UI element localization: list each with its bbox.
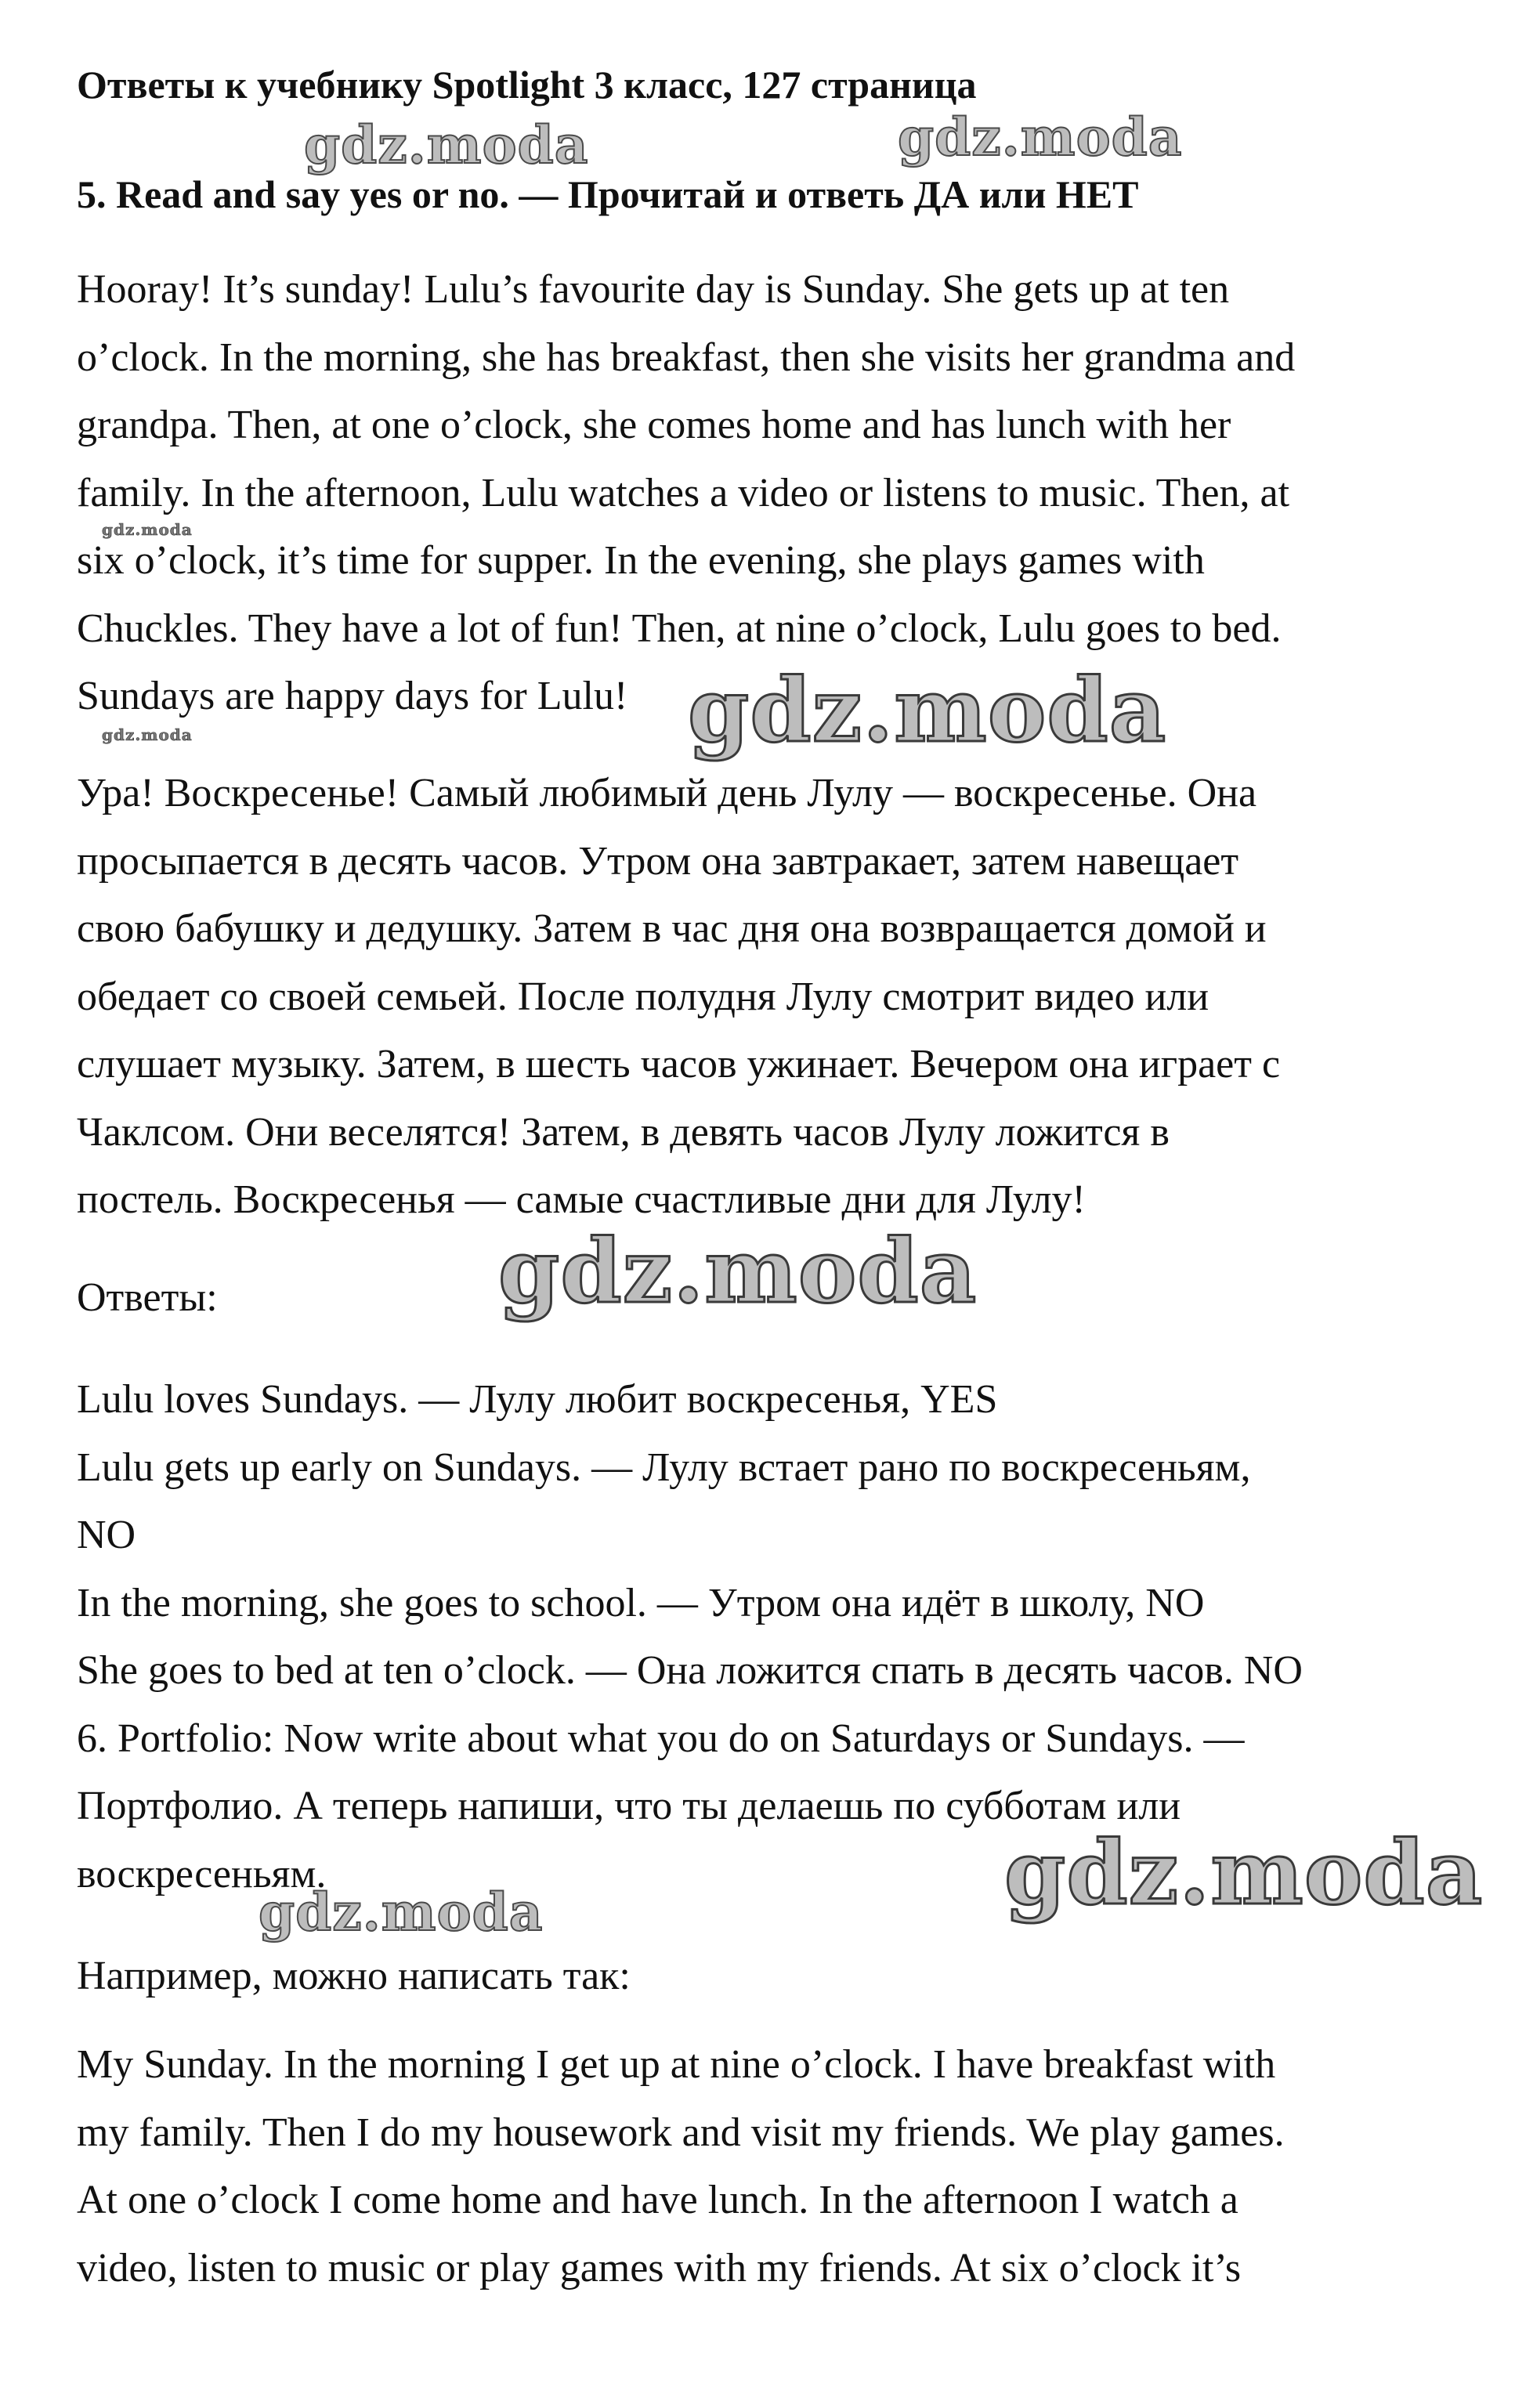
exercise-6-line: Портфолио. А теперь напиши, что ты делаешь по субботам или [77, 1784, 1181, 1828]
example-text [77, 2031, 1471, 2302]
russian-text [77, 760, 1471, 1235]
page-title: Ответы к учебнику Spotlight 3 класс, 127 страница [77, 63, 977, 107]
exercise-6-line: воскресеньям. [77, 1851, 327, 1896]
watermark: gdz.moda [1004, 1822, 1484, 1925]
answer-line: In the morning, she goes to school. — Утром она идёт в школу, NO [77, 1580, 1205, 1625]
watermark: gdz.moda [102, 725, 193, 744]
text-line: At one o’clock I come home and have lunch. In the afternoon I watch a [77, 2178, 1238, 2222]
exercise-5-heading: 5. Read and say yes or no. — Прочитай и ответь ДА или НЕТ [77, 172, 1139, 216]
answer-line: NO [77, 1513, 136, 1557]
exercise-6-line: 6. Portfolio: Now write about what you do on Saturdays or Sundays. — [77, 1716, 1245, 1761]
watermark: gdz.moda [498, 1220, 978, 1323]
watermark: gdz.moda [259, 1882, 544, 1943]
text-line: обедает со своей семьей. После полудня Лулу смотрит видео или [77, 974, 1209, 1019]
text-line: просыпается в десять часов. Утром она завтракает, затем навещает [77, 838, 1239, 884]
text-line: six o’clock, it’s time for supper. In the evening, she plays games with [77, 538, 1205, 583]
answer-line: She goes to bed at ten o’clock. — Она ложится спать в десять часов. NO [77, 1648, 1303, 1693]
text-line: grandpa. Then, at one o’clock, she comes home and has lunch with her [77, 403, 1231, 447]
example-label: Например, можно написать так: [77, 1954, 631, 1998]
text-line: Чаклсом. Они веселятся! Затем, в девять часов Лулу ложится в [77, 1109, 1170, 1155]
watermark: gdz.moda [102, 520, 193, 539]
text-line: Sundays are happy days for Lulu! [77, 674, 628, 718]
text-line: слушает музыку. Затем, в шесть часов ужинает. Вечером она играет с [77, 1042, 1281, 1086]
text-line: свою бабушку и дедушку. Затем в час дня она возвращается домой и [77, 906, 1267, 951]
watermark: gdz.moda [688, 660, 1167, 762]
text-line: Ура! Воскресенье! Самый любимый день Лулу — воскресенье. Она [77, 771, 1257, 815]
text-line: Chuckles. They have a lot of fun! Then, at nine o’clock, Lulu goes to bed. [77, 606, 1282, 651]
text-line: video, listen to music or play games with my friends. At six o’clock it’s [77, 2245, 1242, 2290]
answer-line: Lulu gets up early on Sundays. — Лулу встает рано по воскресеньям, [77, 1444, 1251, 1490]
text-line: Hooray! It’s sunday! Lulu’s favourite day is Sunday. She gets up at ten [77, 267, 1230, 312]
text-line: o’clock. In the morning, she has breakfast, then she visits her grandma and [77, 334, 1296, 380]
text-line: My Sunday. In the morning I get up at nine o’clock. I have breakfast with [77, 2042, 1276, 2087]
text-line: my family. Then I do my housework and visit my friends. We play games. [77, 2110, 1285, 2155]
watermark: gdz.moda [304, 114, 589, 175]
answers-label: Ответы: [77, 1275, 218, 1320]
answer-line: Lulu loves Sundays. — Лулу любит воскресенья, YES [77, 1377, 998, 1422]
text-line: постель. Воскресенья — самые счастливые дни для Лулу! [77, 1177, 1086, 1222]
text-line: family. In the afternoon, Lulu watches a video or listens to music. Then, at [77, 470, 1290, 515]
watermark: gdz.moda [898, 107, 1183, 168]
